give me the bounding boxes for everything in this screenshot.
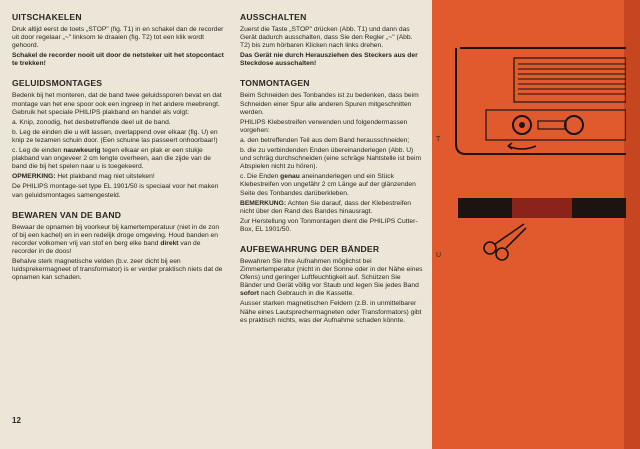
- schritt-c-rest: aneinanderlegen und ein Stück Klebestreifen von ungefähr 2 cm Länge auf der glänzenden Seite des Tonbandes darüberkleben.: [240, 173, 416, 197]
- para-step-c: [12, 147, 224, 171]
- para-cutter-box: Zur Herstellung von Tonmontagen dient die PHILIPS Cutter-Box, EL 1901/50.: [240, 217, 418, 233]
- heading-geluidsmontages: GELUIDSMONTAGES: [12, 78, 103, 89]
- recorder-speaker-grille: [514, 58, 626, 102]
- bewaren-text: Bewaar de opnamen bij voorkeur bij kamertemperatuur (niet in de zon of bij een kachel) en in een redelijk droge omgeving. Houd banden en recorder volkomen vrij van stof en berg elke band: [12, 223, 220, 247]
- para-montage-set: De PHILIPS montage-set type EL 1901/50 is speciaal voor het maken van geluidsmontages samengesteld.: [12, 183, 219, 199]
- para-ausschalten-warning: Das Gerät nie durch Herausziehen des Steckers aus der Steckdose ausschalten!: [240, 52, 418, 68]
- section-ausschalten: [240, 12, 424, 68]
- schritt-c-text: c. Die Enden: [240, 173, 279, 181]
- para-step-b: b. Leg de einden die u wilt lassen, overlappend over elkaar (fig. U) en knip ze tezamen schuin door. (Een schuine las passeert onhoorbaar!): [12, 128, 218, 144]
- para-step-a: a. Knip, zonodig, het desbetreffende deel uit de band.: [12, 118, 171, 126]
- step-c-rest: tegen elkaar en plak er een stukje plakband van ongeveer 2 cm lengte overheen, aan die zijde van de band die bij het spelen naar u is toegekeerd.: [12, 147, 211, 171]
- para-tonmontagen-intro-2: PHILIPS Klebestreifen verwenden und folgendermassen vorgehen:: [240, 118, 408, 134]
- section-tonmontagen: [240, 78, 424, 234]
- para-uitschakelen-1: Druk altijd eerst de toets „STOP" (fig. T1) in en schakel dan de recorder uit door regelaar „~" linksom te draaien (fig. T2) tot een klik wordt gehoord.: [12, 26, 224, 50]
- control-knob-icon: [565, 116, 583, 134]
- aufbewahrung-text: Bewahren Sie Ihre Aufnahmen möglichst bei Zimmertemperatur (nicht in der Sonne oder in der Nähe eines Ofens) und geringer Luftfeuchtigkeit auf. Schützen Sie Bänder und Gerät völlig vor Staub und legen Sie jedes Band: [240, 257, 423, 290]
- scissors-icon: [480, 220, 530, 262]
- dutch-column: [12, 12, 224, 292]
- section-bewaren: [12, 210, 224, 283]
- para-schritt-c: [240, 173, 424, 197]
- aufbewahrung-emphasis: sofort: [240, 290, 259, 298]
- figure-label-u: U: [436, 252, 442, 259]
- panel-edge-shade: [624, 0, 640, 449]
- section-uitschakelen: [12, 12, 224, 68]
- heading-bewaren: BEWAREN VAN DE BAND: [12, 209, 122, 220]
- recorder-illustration: [450, 42, 626, 160]
- page-number: 12: [12, 416, 21, 425]
- grille-lines: [518, 64, 626, 94]
- heading-uitschakelen: UITSCHAKELEN: [12, 12, 82, 22]
- para-tonmontagen-intro: Beim Schneiden des Tonbandes ist zu bedenken, dass beim Schneiden einer Spur alle anderen Spuren mitgeschnitten werden.: [240, 92, 419, 116]
- bemerkung-text: Achten Sie darauf, dass der Klebestreifen nicht über den Rand des Bandes hinausragt.: [240, 199, 411, 215]
- heading-aufbewahrung: AUFBEWAHRUNG DER BÄNDER: [240, 243, 380, 254]
- para-ausschalten-1: Zuerst die Taste „STOP" drücken (Abb. T1) und dann das Gerät dadurch ausschalten, dass Sie den Regler „~" (Abb. T2) bis zum hörbaren Klicken nach links drehen.: [240, 26, 413, 50]
- para-bewaren-1: [12, 224, 224, 256]
- heading-ausschalten: AUSSCHALTEN: [240, 12, 307, 22]
- para-opmerking: [12, 173, 224, 181]
- recorder-control-strip: [486, 110, 626, 140]
- para-aufbewahrung-1: [240, 258, 424, 298]
- para-aufbewahrung-2: Ausser starken magnetischen Feldern (z.B. in unmittelbarer Nähe eines Lautsprechermagneten oder Transformators) gibt es praktisch nichts, was der Aufnahme schaden könnte.: [240, 300, 422, 324]
- tape-strip: [458, 198, 626, 218]
- para-schritt-a: a. den betreffenden Teil aus dem Band herausschneiden;: [240, 136, 410, 144]
- section-aufbewahrung: [240, 244, 424, 325]
- para-geluidsmontages-intro: Bedenk bij het monteren, dat de band twee geluidssporen bevat en dat montage van het ene spoor ook een ingreep in het andere meebrengt. Gebruik het speciale PHILIPS plakband en handel als volgt:: [12, 92, 222, 116]
- opmerking-text: Het plakband mag niet uitsteken!: [57, 173, 155, 181]
- heading-tonmontagen: TONMONTAGEN: [240, 78, 310, 89]
- step-c-emphasis: nauwkeurig: [63, 147, 101, 155]
- tape-overlap-segment: [512, 198, 572, 218]
- bemerkung-label: BEMERKUNG:: [240, 199, 287, 207]
- bewaren-rest: van de recorder in de doos!: [12, 239, 201, 255]
- figure-label-t: T: [436, 136, 441, 143]
- german-column: [240, 12, 424, 335]
- para-schritt-b: b. die zu verbindenden Enden übereinanderlegen (Abb. U) und schräg durchschneiden (eine schräge Nahtstelle ist beim Abspielen nicht zu hören).: [240, 147, 422, 171]
- para-uitschakelen-warning: Schakel de recorder nooit uit door de netsteker uit het stopcontact te trekken!: [12, 52, 224, 68]
- opmerking-label: OPMERKING:: [12, 173, 56, 181]
- para-bemerkung: [240, 200, 424, 216]
- section-geluidsmontages: [12, 78, 224, 199]
- selector-switch-icon: [538, 121, 566, 129]
- aufbewahrung-rest: nach Gebrauch in die Kassette.: [260, 290, 355, 298]
- step-c-text: c. Leg de einden: [12, 147, 62, 155]
- bewaren-emphasis: direkt: [160, 239, 179, 247]
- para-bewaren-2: Behalve sterk magnetische velden (b.v. zeer dicht bij een luidsprekermagneet of transformator) is er verder praktisch niets dat de opnamen kan schaden.: [12, 257, 223, 282]
- schritt-c-emphasis: genau: [280, 173, 300, 181]
